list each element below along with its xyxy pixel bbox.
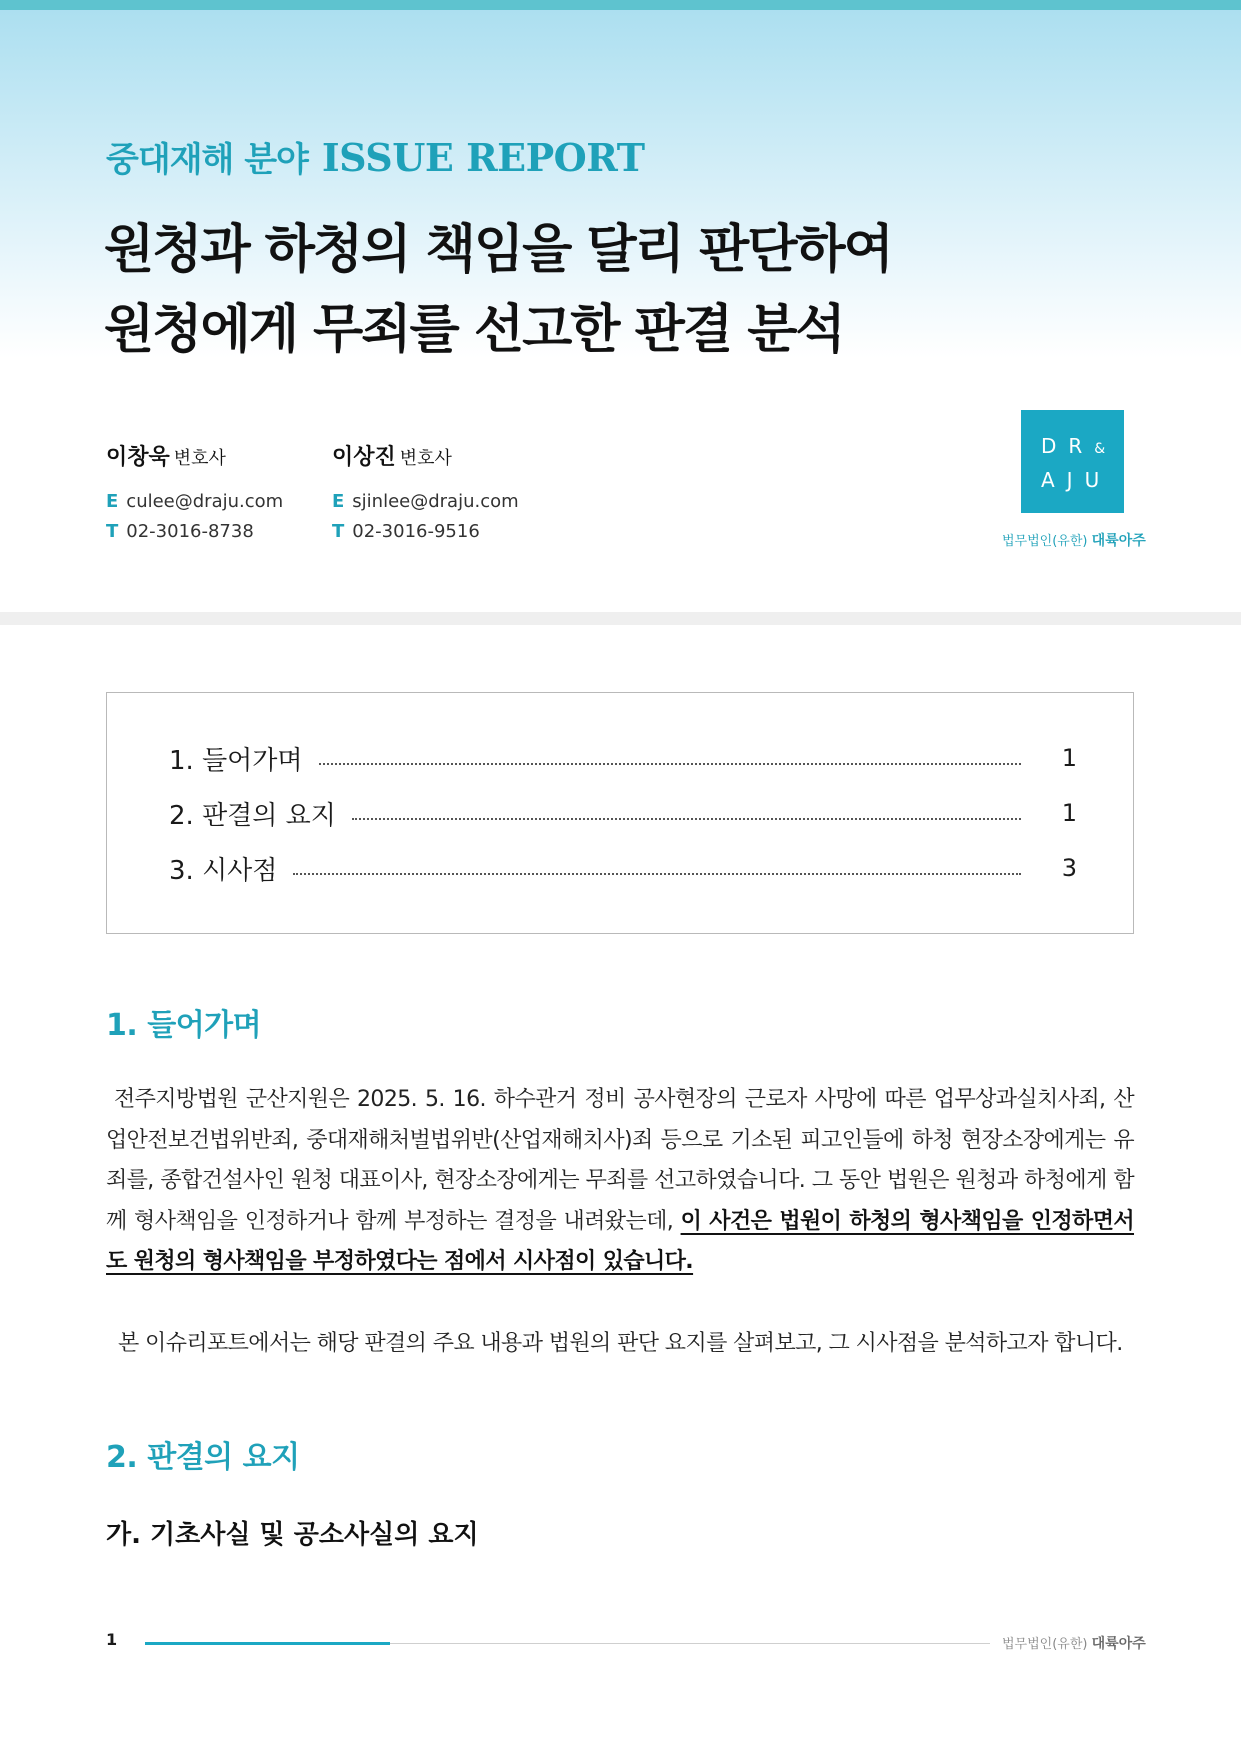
author-email[interactable]: sjinlee@draju.com — [352, 491, 519, 512]
logo-row-2: AJU — [1041, 468, 1112, 492]
toc-item[interactable] — [169, 848, 1077, 888]
category-korean: 중대재해 분야 — [106, 140, 308, 180]
toc-item[interactable] — [169, 793, 1077, 833]
toc-leader-dots — [319, 763, 1021, 765]
table-of-contents — [106, 692, 1134, 934]
footer-firm-name: 법무법인(유한) 대륙아주 — [1002, 1636, 1146, 1652]
title-line-1: 원청과 하청의 책임을 달리 판단하여 — [104, 220, 892, 280]
title-line-2: 원청에게 무죄를 선고한 판결 분석 — [104, 300, 844, 360]
toc-label: 1. 들어가며 — [169, 745, 303, 776]
intro-highlight: 이 사건은 법원이 하청의 형사책임을 인정하면서도 원청의 형사책임을 부정하였다는 점에서 시사점이 있습니다. — [106, 1208, 1135, 1274]
intro-text: 전주지방법원 군산지원은 2025. 5. 16. 하수관거 정비 공사현장의 근로자 사망에 따른 업무상과실치사죄, 산업안전보건법위반죄, 중대재해처벌법위반(산업재해치사)죄 등으로 기소된 피고인들에 하청 현장소장에게는 유죄를, 종합건설사인 원청 대표이사, 현장소장에게는 무죄를 선고하였습니다. 그 동안 법원은 원청과 하청에게 함께 형사책임을 인정하거나 함께 부정하는 결정을 내려왔는데, — [106, 1087, 1134, 1234]
author-email[interactable]: culee@draju.com — [126, 491, 284, 512]
toc-label: 2. 판결의 요지 — [169, 800, 336, 831]
author-phone: 02-3016-8738 — [126, 521, 254, 542]
footer-accent-line — [145, 1642, 390, 1645]
footer-rule — [390, 1643, 990, 1644]
author-1 — [106, 440, 283, 547]
subsection-heading: 가. 기초사실 및 공소사실의 요지 — [106, 1520, 479, 1550]
firm-name-caption: 법무법인(유한) 대륙아주 — [1002, 533, 1146, 549]
section-2-heading: 2. 판결의 요지 — [106, 1440, 300, 1475]
author-contact: E sjinlee@draju.com T 02-3016-9516 — [332, 491, 519, 542]
author-role: 변호사 — [399, 448, 452, 469]
toc-page-number: 3 — [1061, 854, 1077, 882]
author-contact: E culee@draju.com T 02-3016-8738 — [106, 491, 284, 542]
top-accent-bar — [0, 0, 1241, 10]
report-title — [104, 210, 892, 370]
author-name: 이상진 변호사 — [332, 445, 452, 470]
toc-leader-dots — [352, 818, 1021, 820]
author-phone: 02-3016-9516 — [352, 521, 480, 542]
report-category — [106, 132, 644, 181]
page-number: 1 — [106, 1630, 118, 1649]
section-1-heading: 1. 들어가며 — [106, 1008, 262, 1043]
category-english: ISSUE REPORT — [321, 135, 645, 180]
firm-logo — [1021, 410, 1124, 513]
author-role: 변호사 — [173, 448, 226, 469]
logo-row-1: DR& — [1041, 434, 1106, 458]
toc-label: 3. 시사점 — [169, 855, 278, 886]
header-separator — [0, 612, 1241, 625]
purpose-paragraph: 본 이슈리포트에서는 해당 판결의 주요 내용과 법원의 판단 요지를 살펴보고, 그 시사점을 분석하고자 합니다. — [118, 1331, 1123, 1356]
author-name: 이창욱 변호사 — [106, 445, 226, 470]
toc-leader-dots — [293, 873, 1021, 875]
intro-paragraph — [106, 1080, 1134, 1283]
toc-page-number: 1 — [1061, 744, 1077, 772]
toc-page-number: 1 — [1061, 799, 1077, 827]
toc-item[interactable] — [169, 738, 1077, 778]
author-2 — [332, 440, 519, 547]
